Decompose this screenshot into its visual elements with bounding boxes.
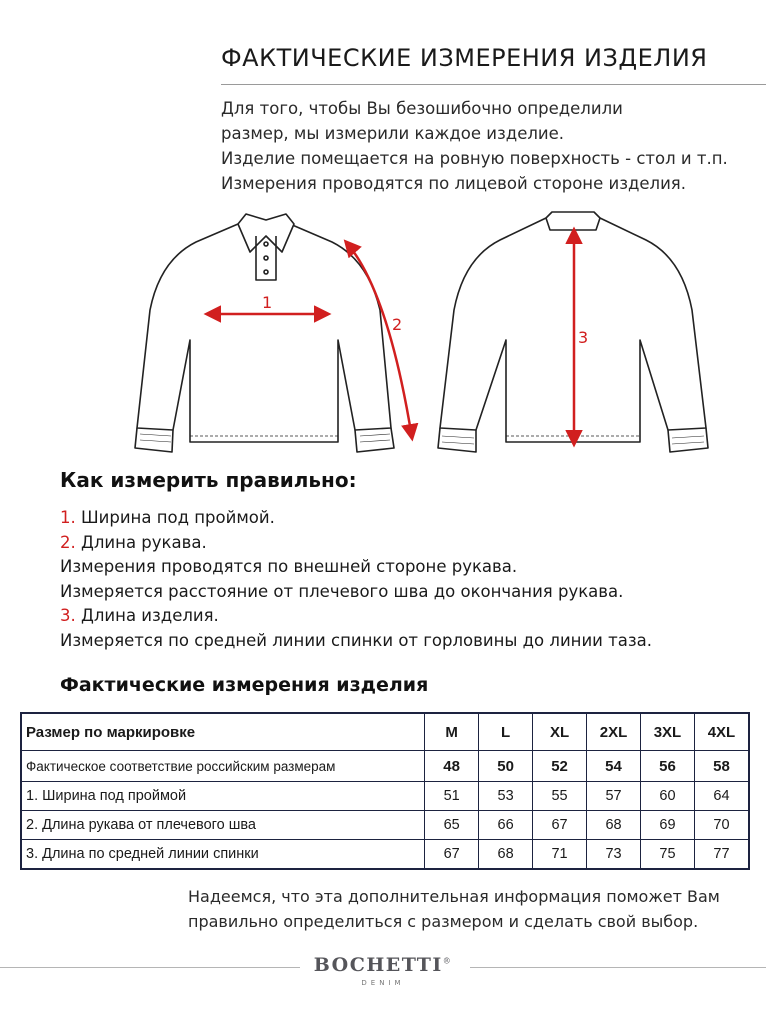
row-label: 1. Ширина под проймой (21, 782, 425, 811)
table-cell: 53 (479, 782, 533, 811)
howto-item: Измеряется по средней линии спинки от горловины до линии таза. (60, 630, 653, 650)
intro-line: Измерения проводятся по лицевой стороне изделия. (221, 174, 686, 193)
table-cell: 73 (587, 840, 641, 870)
table-cell: 68 (587, 811, 641, 840)
row-label: 3. Длина по средней линии спинки (21, 840, 425, 870)
table-row (21, 840, 749, 870)
table-row (21, 782, 749, 811)
howto-item: 3. Длина изделия. (60, 606, 219, 625)
table-cell: 67 (425, 840, 479, 870)
row-label: 2. Длина рукава от плечевого шва (21, 811, 425, 840)
brand-divider-right (470, 967, 766, 968)
howto-item: 1. Ширина под проймой. (60, 508, 275, 527)
table-header-label: Размер по маркировке (21, 713, 425, 751)
table-row (21, 811, 749, 840)
howto-item: 2. Длина рукава. (60, 532, 207, 552)
table-cell: 67 (533, 811, 587, 840)
table-cell: 77 (694, 840, 749, 870)
table-cell: 52 (533, 751, 587, 782)
table-cell: 54 (587, 751, 641, 782)
table-cell: 64 (694, 782, 749, 811)
footer-note (188, 884, 748, 934)
size-header: 4XL (694, 713, 749, 751)
table-cell: 65 (425, 811, 479, 840)
page-title: ФАКТИЧЕСКИЕ ИЗМЕРЕНИЯ ИЗДЕЛИЯ (221, 44, 708, 72)
table-cell: 69 (640, 811, 694, 840)
table-cell: 68 (479, 840, 533, 870)
brand-divider-left (0, 967, 300, 968)
table-cell: 60 (640, 782, 694, 811)
table-cell: 55 (533, 782, 587, 811)
size-header: 3XL (640, 713, 694, 751)
howto-item: Измерения проводятся по внешней стороне рукава. (60, 557, 518, 576)
table-cell: 71 (533, 840, 587, 870)
intro-line: размер, мы измерили каждое изделие. (221, 124, 565, 143)
size-header: M (425, 713, 479, 751)
table-row (21, 751, 749, 782)
brand-sub: DENIM (361, 979, 405, 987)
howto-item: Измеряется расстояние от плечевого шва до окончания рукава. (60, 581, 624, 601)
table-cell: 50 (479, 751, 533, 782)
garment-illustration (0, 200, 766, 460)
howto-list (60, 506, 760, 653)
size-header: XL (533, 713, 587, 751)
table-cell: 70 (694, 811, 749, 840)
intro-line: Для того, чтобы Вы безошибочно определили (221, 99, 623, 118)
table-cell: 51 (425, 782, 479, 811)
table-heading: Фактические измерения изделия (60, 674, 429, 696)
intro-line: Изделие помещается на ровную поверхность - стол и т.п. (221, 149, 728, 168)
row-label: Фактическое соответствие российским размерам (21, 751, 425, 782)
shirt-front-drawing (135, 214, 394, 452)
intro-text (221, 96, 761, 196)
measure-label-2: 2 (392, 315, 403, 334)
table-cell: 48 (425, 751, 479, 782)
table-header-row (21, 713, 749, 751)
howto-heading: Как измерить правильно: (60, 468, 357, 492)
registered-mark: ® (442, 956, 453, 966)
table-cell: 56 (640, 751, 694, 782)
measure-label-1: 1 (262, 293, 273, 312)
title-divider (221, 84, 766, 85)
brand-logo (283, 954, 483, 987)
size-table (20, 712, 750, 870)
table-cell: 75 (640, 840, 694, 870)
measure-label-3: 3 (578, 328, 589, 347)
size-header: L (479, 713, 533, 751)
brand-name: BOCHETTI (313, 954, 443, 976)
footer-line: Надеемся, что эта дополнительная информация поможет Вам (188, 887, 720, 906)
table-cell: 66 (479, 811, 533, 840)
footer-line: правильно определиться с размером и сделать свой выбор. (188, 912, 699, 931)
table-cell: 58 (694, 751, 749, 782)
table-cell: 57 (587, 782, 641, 811)
size-header: 2XL (587, 713, 641, 751)
